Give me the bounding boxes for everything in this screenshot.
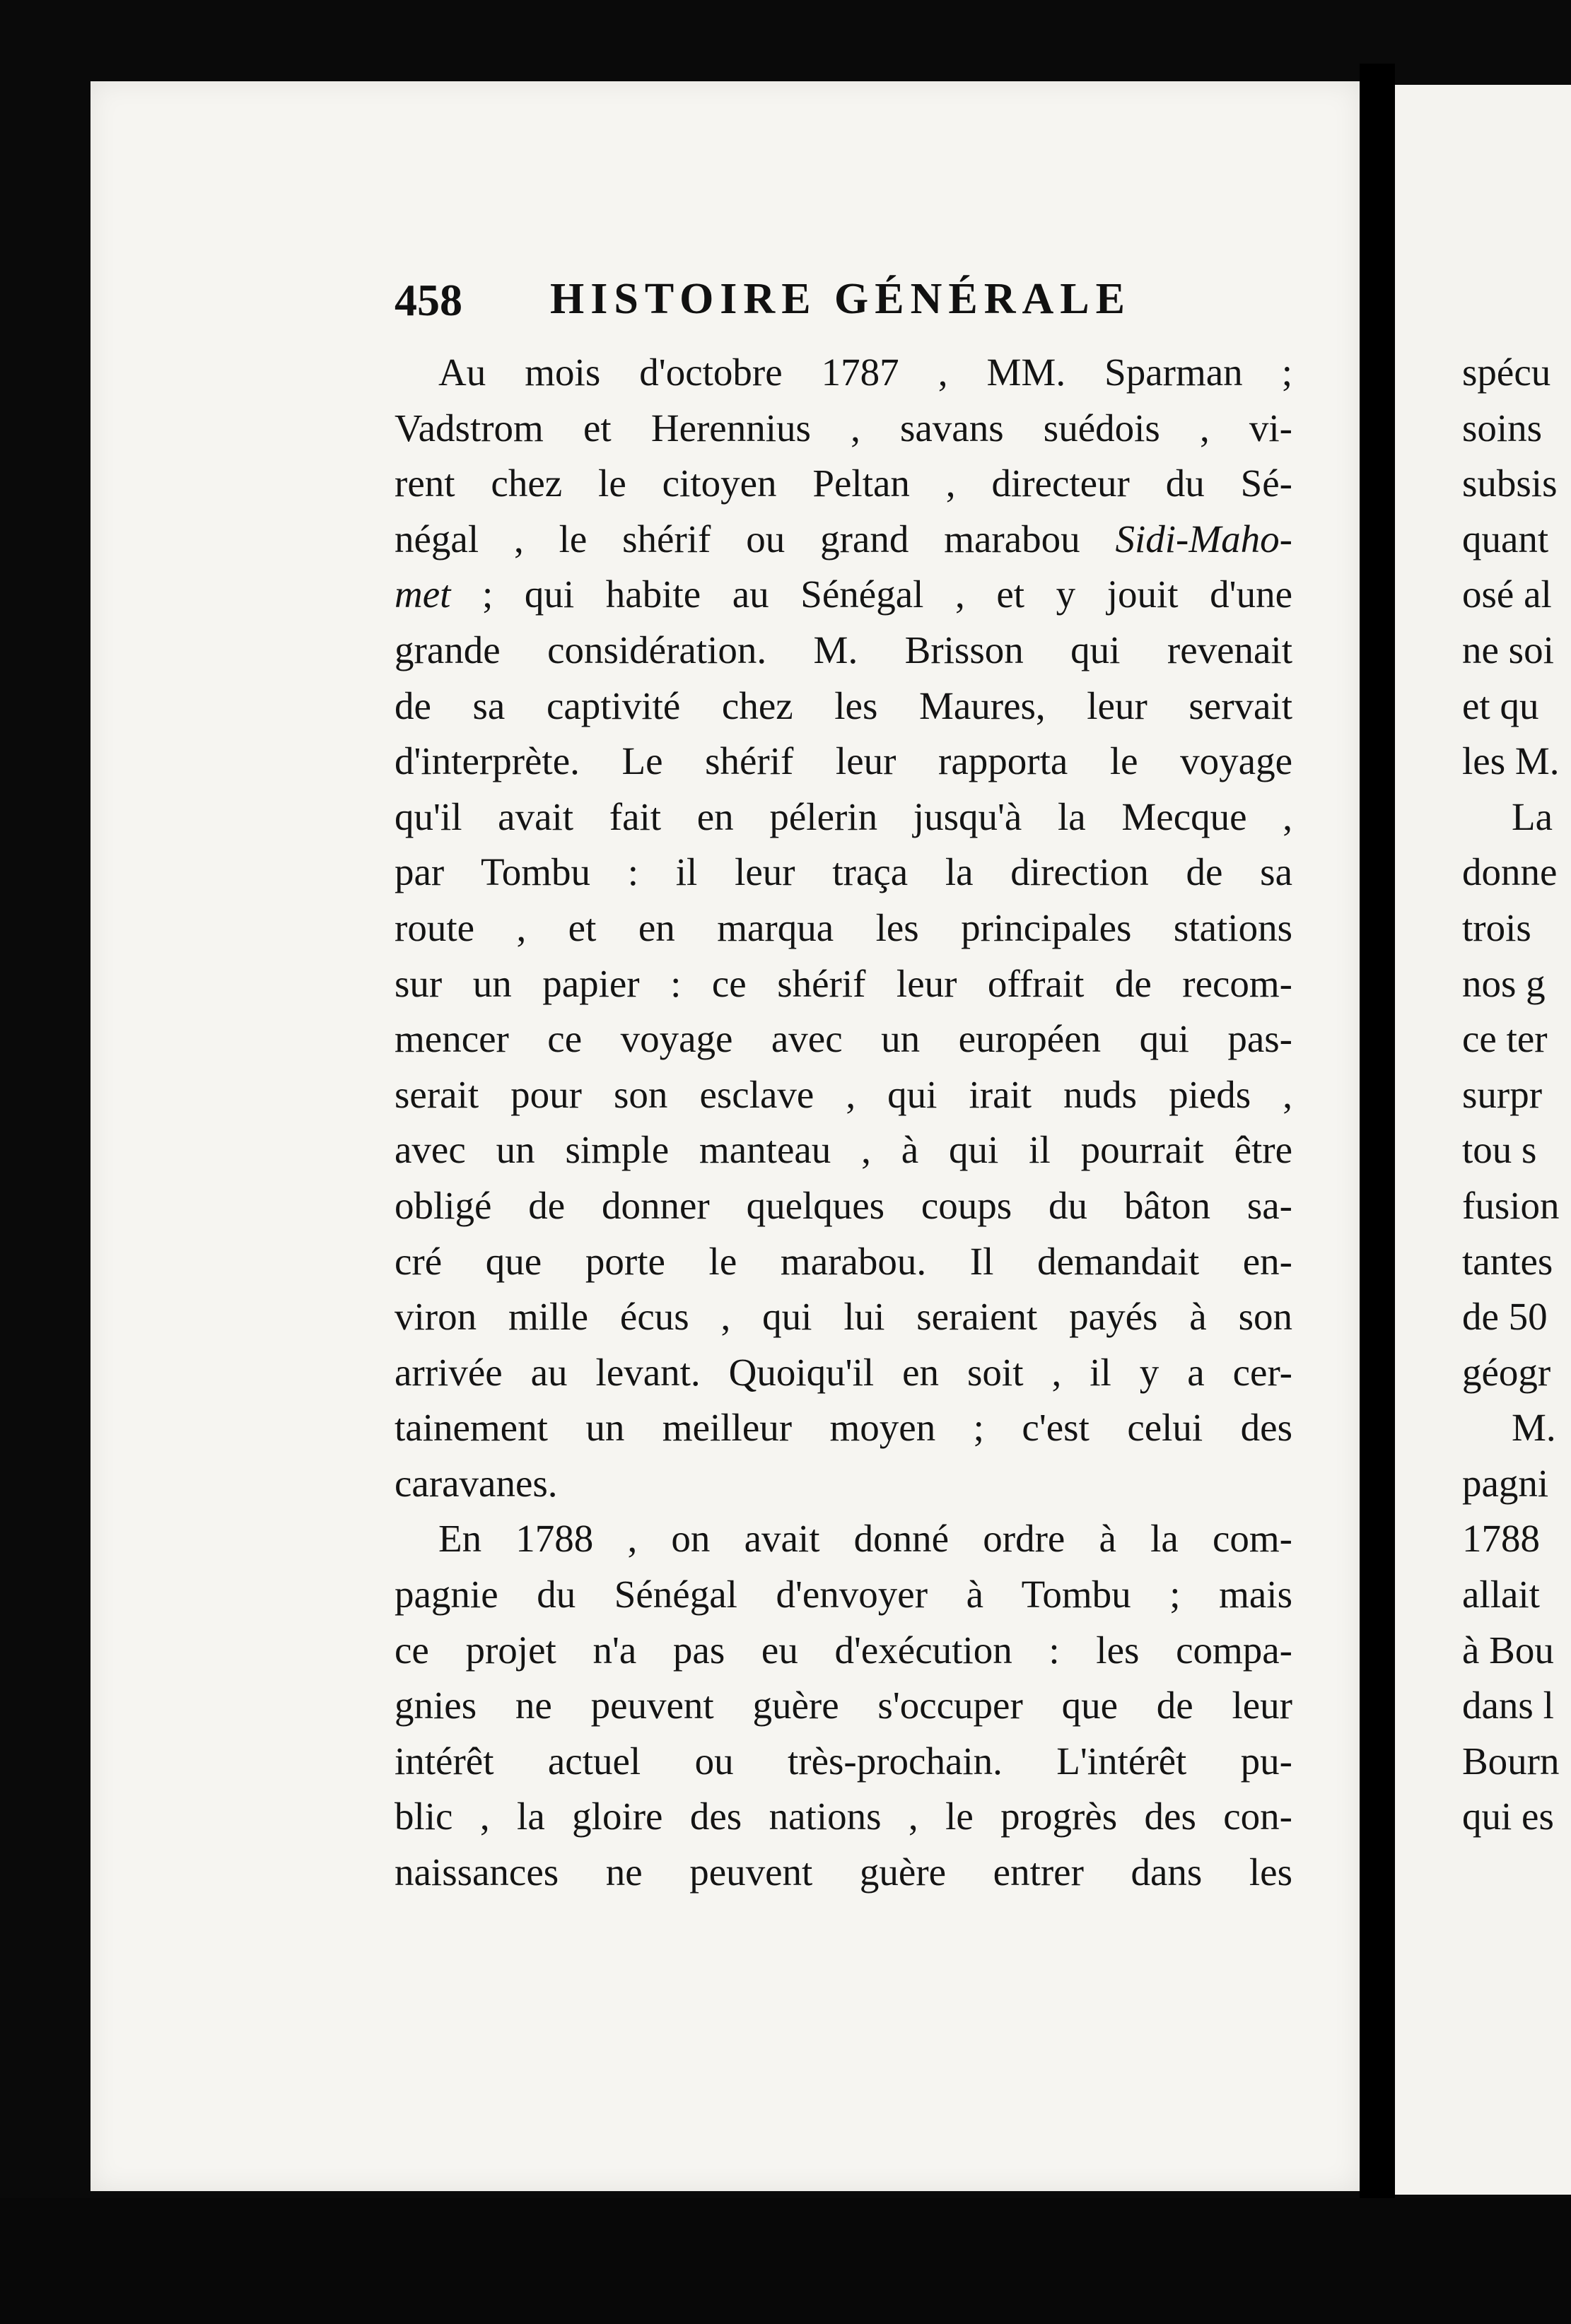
line-text: intérêt actuel ou très-prochain. L'intérêt pu- [395, 1739, 1292, 1783]
page-number: 458 [395, 275, 462, 325]
right-text-line: ce ter [1462, 1017, 1548, 1061]
right-text-line: quant [1462, 517, 1549, 561]
left-page-body-text [395, 345, 1292, 1901]
text-line [395, 1345, 1292, 1401]
text-line [395, 1178, 1292, 1234]
text-line [395, 1845, 1292, 1901]
italic-text: met [395, 573, 451, 616]
line-text: d'interprète. Le shérif leur rapporta le voyage [395, 739, 1292, 783]
line-text: qu'il avait fait en pélerin jusqu'à la Mecque , [395, 794, 1292, 838]
line-text: arrivée au levant. Quoiqu'il en soit , il y a cer- [395, 1350, 1292, 1394]
text-line [395, 1567, 1292, 1623]
text-line [395, 401, 1292, 457]
text-line [395, 1122, 1292, 1178]
text-line [395, 679, 1292, 734]
italic-text: Sidi-Maho- [1115, 517, 1292, 561]
right-text-line: les M. [1462, 739, 1560, 783]
text-line [395, 345, 1292, 401]
line-text: rent chez le citoyen Peltan , directeur du Sé- [395, 462, 1292, 505]
line-text: naissances ne peuvent guère entrer dans les [395, 1850, 1292, 1894]
text-line [395, 1511, 1292, 1567]
line-text: ; qui habite au Sénégal , et y jouit d'une [450, 573, 1292, 616]
right-text-line: qui es [1462, 1795, 1554, 1838]
right-text-line: de 50 [1462, 1295, 1548, 1339]
text-line [395, 623, 1292, 679]
right-text-line: soins [1462, 406, 1543, 450]
right-text-line: géogr [1462, 1350, 1551, 1394]
text-line [395, 1789, 1292, 1845]
right-text-line: La [1512, 794, 1553, 838]
right-text-line: tantes [1462, 1239, 1553, 1283]
text-line [395, 1734, 1292, 1790]
text-line [395, 845, 1292, 900]
right-text-line: spécu [1462, 351, 1551, 394]
line-text: gnies ne peuvent guère s'occuper que de leur [395, 1684, 1292, 1727]
right-text-line: 1788 [1462, 1517, 1540, 1561]
text-line [395, 790, 1292, 845]
text-line [395, 512, 1292, 568]
right-text-line: trois [1462, 905, 1531, 949]
text-line [395, 1456, 1292, 1512]
line-text: avec un simple manteau , à qui il pourrait être [395, 1128, 1292, 1172]
line-text: mencer ce voyage avec un européen qui pas- [395, 1017, 1292, 1061]
running-title: HISTOIRE GÉNÉRALE [550, 275, 1132, 323]
text-line [395, 1289, 1292, 1345]
line-text: route , et en marqua les principales stations [395, 905, 1292, 949]
right-text-line: surpr [1462, 1072, 1543, 1116]
line-text: tainement un meilleur moyen ; c'est celui des [395, 1406, 1292, 1450]
line-text: serait pour son esclave , qui irait nuds pieds , [395, 1072, 1292, 1116]
page-header [395, 274, 1292, 331]
line-text: cré que porte le marabou. Il demandait en- [395, 1239, 1292, 1283]
right-text-line: osé al [1462, 573, 1552, 616]
right-text-line: dans l [1462, 1684, 1554, 1727]
line-text: négal , le shérif ou grand marabou [395, 517, 1116, 561]
line-text: obligé de donner quelques coups du bâton sa- [395, 1183, 1292, 1227]
text-line [395, 1678, 1292, 1734]
line-text: Au mois d'octobre 1787 , MM. Sparman ; [438, 351, 1292, 394]
text-line [395, 734, 1292, 790]
right-text-line: subsis [1462, 462, 1558, 505]
line-text: grande considération. M. Brisson qui revenait [395, 628, 1292, 671]
line-text: Vadstrom et Herennius , savans suédois , vi- [395, 406, 1292, 450]
line-text: caravanes. [395, 1461, 558, 1505]
line-text: par Tombu : il leur traça la direction de sa [395, 850, 1292, 894]
line-text: blic , la gloire des nations , le progrès des con- [395, 1795, 1292, 1838]
right-text-line: Bourn [1462, 1739, 1560, 1783]
line-text: sur un papier : ce shérif leur offrait de recom- [395, 961, 1292, 1005]
text-line [395, 567, 1292, 623]
line-text: pagnie du Sénégal d'envoyer à Tombu ; mais [395, 1573, 1292, 1616]
right-text-line: tou s [1462, 1128, 1537, 1172]
right-text-line: nos g [1462, 961, 1546, 1005]
text-line [395, 1400, 1292, 1456]
text-line [395, 1234, 1292, 1290]
right-page-body-text [1462, 345, 1571, 1845]
right-text-line: fusion [1462, 1183, 1560, 1227]
text-line [395, 1011, 1292, 1067]
right-text-line: allait [1462, 1573, 1540, 1616]
line-text: ce projet n'a pas eu d'exécution : les compa- [395, 1628, 1292, 1672]
text-line [395, 1623, 1292, 1679]
scan-border [0, 2198, 1571, 2324]
line-text: En 1788 , on avait donné ordre à la com- [438, 1517, 1292, 1561]
line-text: viron mille écus , qui lui seraient payés à son [395, 1295, 1292, 1339]
right-text-line: M. [1512, 1406, 1556, 1450]
right-text-line: ne soi [1462, 628, 1554, 671]
right-text-line: pagni [1462, 1461, 1549, 1505]
right-text-line: donne [1462, 850, 1558, 894]
text-line [395, 900, 1292, 956]
right-text-line: à Bou [1462, 1628, 1554, 1672]
text-line [395, 956, 1292, 1012]
text-line [395, 456, 1292, 512]
text-line [395, 1067, 1292, 1123]
line-text: de sa captivité chez les Maures, leur servait [395, 683, 1292, 727]
right-text-line: et qu [1462, 683, 1539, 727]
book-gutter [1360, 64, 1395, 2205]
